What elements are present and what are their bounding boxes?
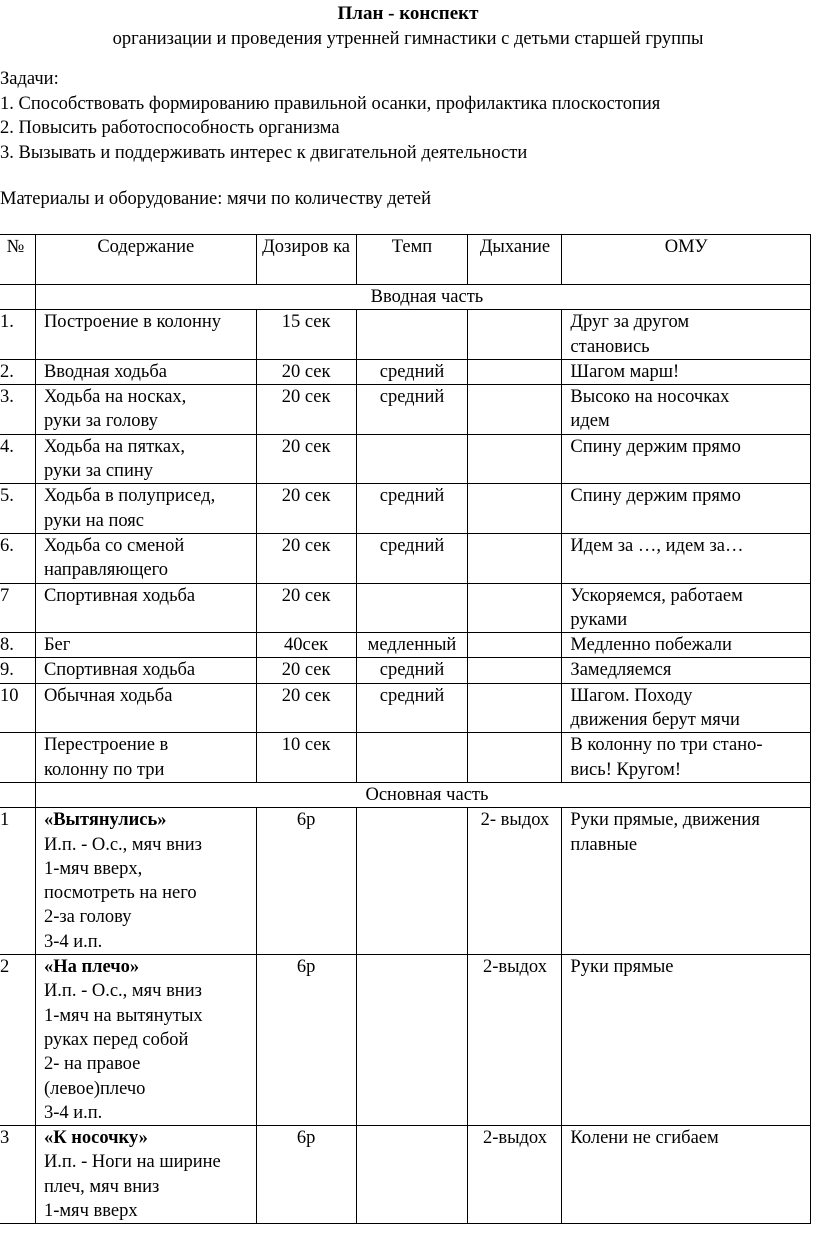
- table-row: [0, 808, 811, 955]
- row-omu: [562, 434, 811, 484]
- content-line: 1-мяч вверх,: [43, 858, 143, 879]
- row-omu: [562, 733, 811, 783]
- task-item: 3. Вызывать и поддерживать интерес к двигательной деятельности: [0, 142, 528, 163]
- row-dosage: 40сек: [256, 633, 356, 658]
- row-dosage: 6р: [256, 955, 356, 1126]
- omu-line: Идем за …, идем за…: [570, 535, 744, 556]
- row-breathing: [468, 733, 562, 783]
- content-line: Перестроение в: [43, 735, 169, 756]
- content-line: И.п. - Ноги на ширине: [43, 1152, 221, 1173]
- row-omu: [562, 583, 811, 633]
- row-dosage: 20 сек: [256, 434, 356, 484]
- row-tempo: средний: [356, 484, 468, 534]
- row-omu: [562, 385, 811, 435]
- content-line: руки за голову: [43, 411, 158, 432]
- row-tempo: [356, 808, 468, 955]
- row-content: [35, 583, 256, 633]
- omu-line: становись: [570, 336, 650, 357]
- content-line: Ходьба на носках,: [43, 387, 187, 408]
- row-dosage: 20 сек: [256, 385, 356, 435]
- row-breathing: 2-выдох: [468, 1126, 562, 1224]
- table-row: [0, 310, 811, 360]
- content-line: И.п. - О.с., мяч вниз: [43, 834, 202, 855]
- task-item: 1. Способствовать формированию правильной осанки, профилактика плоскостопия: [0, 93, 661, 114]
- row-dosage: 20 сек: [256, 359, 356, 384]
- table-row: [0, 583, 811, 633]
- row-dosage: 20 сек: [256, 658, 356, 683]
- row-dosage: 6р: [256, 808, 356, 955]
- content-line: 1-мяч вверх: [43, 1200, 138, 1221]
- row-number: 10: [0, 683, 35, 733]
- content-line: Ходьба со сменой: [43, 535, 185, 556]
- content-line: (левое)плечо: [43, 1078, 146, 1099]
- row-number: 7: [0, 583, 35, 633]
- content-line: плеч, мяч вниз: [43, 1176, 160, 1197]
- omu-line: плавные: [570, 834, 638, 855]
- content-line: руках перед собой: [43, 1029, 189, 1050]
- row-dosage: 20 сек: [256, 683, 356, 733]
- content-line: руки за спину: [43, 461, 154, 482]
- row-number: 1.: [0, 310, 35, 360]
- table-header-row: [0, 235, 811, 285]
- table-row: [0, 385, 811, 435]
- row-tempo: средний: [356, 359, 468, 384]
- row-number: 3.: [0, 385, 35, 435]
- row-tempo: [356, 583, 468, 633]
- row-breathing: [468, 533, 562, 583]
- omu-line: Медленно побежали: [570, 635, 732, 656]
- omu-line: руками: [570, 609, 628, 630]
- row-tempo: [356, 733, 468, 783]
- row-dosage: 20 сек: [256, 533, 356, 583]
- row-omu: [562, 808, 811, 955]
- row-content: [35, 434, 256, 484]
- content-line: Обычная ходьба: [43, 685, 173, 706]
- row-tempo: средний: [356, 533, 468, 583]
- row-content: [35, 633, 256, 658]
- content-line: Построение в колонну: [43, 312, 222, 333]
- header-omu: ОМУ: [562, 235, 811, 285]
- row-content: [35, 359, 256, 384]
- row-tempo: [356, 434, 468, 484]
- tasks-block: [0, 67, 660, 165]
- row-number: 6.: [0, 533, 35, 583]
- intro-section-row: [0, 285, 811, 310]
- content-line: колонну по три: [43, 759, 165, 780]
- row-number: 1: [0, 808, 35, 955]
- row-number: 4.: [0, 434, 35, 484]
- exercise-title: «Вытянулись»: [43, 810, 167, 831]
- row-breathing: [468, 683, 562, 733]
- omu-line: В колонну по три стано-: [570, 735, 763, 756]
- task-item: 2. Повысить работоспособность организма: [0, 118, 340, 138]
- row-tempo: средний: [356, 658, 468, 683]
- content-line: Вводная ходьба: [43, 361, 167, 382]
- content-line: Спортивная ходьба: [43, 660, 196, 681]
- row-tempo: [356, 310, 468, 360]
- row-breathing: [468, 658, 562, 683]
- table-body: [0, 235, 811, 1224]
- table-row: [0, 733, 811, 783]
- row-number: [0, 733, 35, 783]
- row-breathing: [468, 434, 562, 484]
- row-tempo: средний: [356, 683, 468, 733]
- content-line: Ходьба на пятках,: [43, 436, 185, 457]
- omu-line: Руки прямые: [570, 957, 674, 978]
- omu-line: Друг за другом: [570, 312, 690, 333]
- row-content: [35, 683, 256, 733]
- tasks-label: Задачи:: [0, 69, 59, 89]
- content-line: И.п. - О.с., мяч вниз: [43, 981, 202, 1002]
- row-omu: [562, 484, 811, 534]
- omu-line: Руки прямые, движения: [570, 810, 760, 831]
- content-line: 2- на правое: [43, 1054, 141, 1075]
- row-number: 3: [0, 1126, 35, 1224]
- row-content: [35, 484, 256, 534]
- omu-line: идем: [570, 411, 610, 432]
- omu-line: Ускоряемся, работаем: [570, 585, 743, 606]
- row-breathing: [468, 385, 562, 435]
- content-line: руки на пояс: [43, 510, 144, 531]
- section-title: Основная часть: [35, 782, 810, 807]
- omu-line: Высоко на носочках: [570, 387, 730, 408]
- row-content: [35, 733, 256, 783]
- omu-line: Шагом. Походу: [570, 685, 693, 706]
- header-dosage: Дозиров ка: [256, 235, 356, 285]
- omu-line: движения берут мячи: [570, 710, 740, 731]
- content-line: 3-4 и.п.: [43, 931, 103, 952]
- header-content: Содержание: [35, 235, 256, 285]
- row-dosage: 10 сек: [256, 733, 356, 783]
- row-content: [35, 658, 256, 683]
- content-line: Спортивная ходьба: [43, 585, 196, 606]
- row-omu: [562, 533, 811, 583]
- document-title: План - конспект: [337, 3, 479, 24]
- table-row: [0, 955, 811, 1126]
- content-line: Ходьба в полуприсед,: [43, 486, 216, 507]
- header-tempo: Темп: [356, 235, 468, 285]
- row-omu: [562, 310, 811, 360]
- table-row: [0, 484, 811, 534]
- row-content: [35, 955, 256, 1126]
- table-row: [0, 1126, 811, 1224]
- header-breathing: Дыхание: [468, 235, 562, 285]
- row-breathing: 2-выдох: [468, 955, 562, 1126]
- row-breathing: [468, 633, 562, 658]
- content-line: 1-мяч на вытянутых: [43, 1005, 203, 1026]
- content-line: посмотреть на него: [43, 883, 197, 904]
- content-line: направляющего: [43, 560, 169, 581]
- row-dosage: 20 сек: [256, 583, 356, 633]
- table-row: [0, 683, 811, 733]
- omu-line: Замедляемся: [570, 660, 672, 681]
- row-omu: [562, 683, 811, 733]
- row-breathing: 2- выдох: [468, 808, 562, 955]
- row-content: [35, 533, 256, 583]
- content-line: Бег: [43, 635, 71, 656]
- row-content: [35, 385, 256, 435]
- section-number-cell: [0, 782, 35, 807]
- omu-line: Спину держим прямо: [570, 436, 741, 457]
- omu-line: Спину держим прямо: [570, 486, 741, 507]
- row-breathing: [468, 583, 562, 633]
- omu-line: вись! Кругом!: [570, 759, 681, 780]
- omu-line: Колени не сгибаем: [570, 1128, 719, 1149]
- omu-line: Шагом марш!: [570, 361, 680, 382]
- section-title: Вводная часть: [35, 285, 810, 310]
- content-line: 3-4 и.п.: [43, 1102, 103, 1123]
- exercise-title: «На плечо»: [43, 957, 140, 978]
- row-omu: [562, 955, 811, 1126]
- table-row: [0, 533, 811, 583]
- table-row: [0, 658, 811, 683]
- row-number: 2: [0, 955, 35, 1126]
- row-content: [35, 808, 256, 955]
- row-breathing: [468, 310, 562, 360]
- row-omu: [562, 658, 811, 683]
- row-content: [35, 310, 256, 360]
- row-omu: [562, 633, 811, 658]
- exercise-title: «К носочку»: [43, 1128, 148, 1149]
- row-dosage: 15 сек: [256, 310, 356, 360]
- row-number: 5.: [0, 484, 35, 534]
- row-content: [35, 1126, 256, 1224]
- row-tempo: [356, 955, 468, 1126]
- row-number: 8.: [0, 633, 35, 658]
- header-number: №: [0, 235, 35, 285]
- row-tempo: [356, 1126, 468, 1224]
- materials-line: Материалы и оборудование: мячи по количеству детей: [0, 189, 432, 209]
- exercise-plan-table: [0, 234, 811, 1224]
- content-line: 2-за голову: [43, 907, 132, 928]
- row-omu: [562, 359, 811, 384]
- main-section-row: [0, 782, 811, 807]
- row-tempo: средний: [356, 385, 468, 435]
- row-omu: [562, 1126, 811, 1224]
- section-number-cell: [0, 285, 35, 310]
- row-number: 9.: [0, 658, 35, 683]
- row-dosage: 20 сек: [256, 484, 356, 534]
- row-number: 2.: [0, 359, 35, 384]
- row-breathing: [468, 359, 562, 384]
- table-row: [0, 359, 811, 384]
- document-subtitle: организации и проведения утренней гимнастики с детьми старшей группы: [112, 29, 704, 49]
- row-breathing: [468, 484, 562, 534]
- table-row: [0, 434, 811, 484]
- table-row: [0, 633, 811, 658]
- row-tempo: медленный: [356, 633, 468, 658]
- row-dosage: 6р: [256, 1126, 356, 1224]
